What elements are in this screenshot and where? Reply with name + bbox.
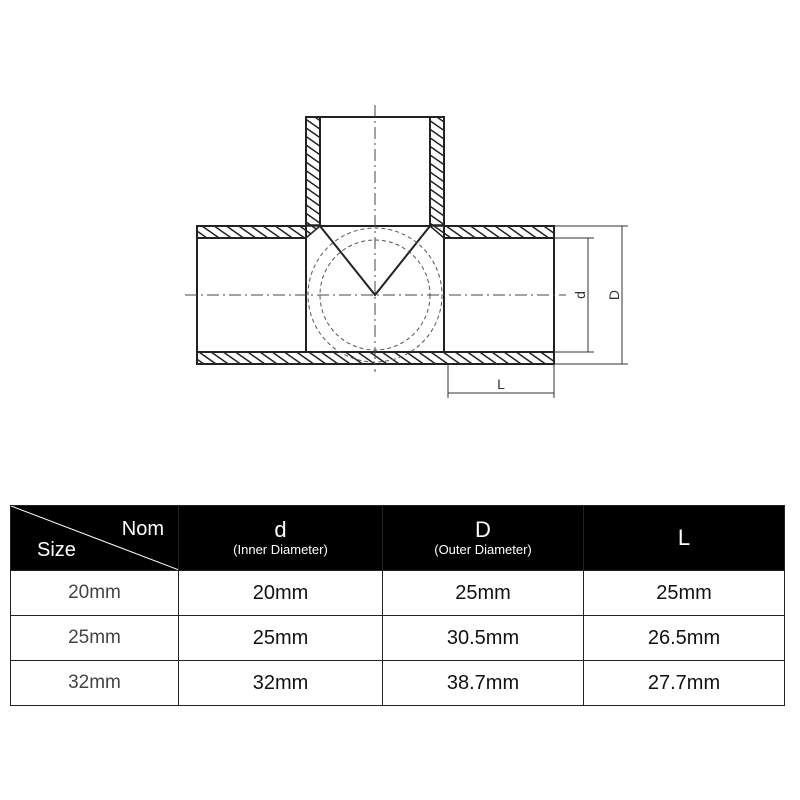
length-cell: 25mm	[584, 571, 785, 616]
size-label: Size	[37, 539, 76, 561]
d-dimension-label: d	[572, 291, 588, 299]
length-cell: 27.7mm	[584, 661, 785, 706]
table-header-row	[11, 506, 785, 571]
header-L	[584, 506, 785, 571]
D-dimension-label: D	[606, 289, 622, 301]
header-L-main: L	[677, 525, 691, 550]
header-D-sub: (Outer Diameter)	[434, 542, 532, 557]
length-cell: 26.5mm	[584, 616, 785, 661]
outer-diameter-cell: 38.7mm	[383, 661, 584, 706]
inner-diameter-cell: 20mm	[179, 571, 383, 616]
header-D	[383, 506, 584, 571]
outer-diameter-cell: 30.5mm	[383, 616, 584, 661]
header-d-main: d	[274, 517, 287, 542]
header-D-main: D	[475, 517, 491, 542]
header-d	[179, 506, 383, 571]
inner-diameter-cell: 32mm	[179, 661, 383, 706]
corner-header-cell	[11, 506, 179, 571]
size-cell: 20mm	[11, 571, 179, 616]
size-cell: 25mm	[11, 616, 179, 661]
table-row	[11, 571, 785, 616]
inner-diameter-cell: 25mm	[179, 616, 383, 661]
dimension-lines	[448, 226, 628, 398]
outer-diameter-cell: 25mm	[383, 571, 584, 616]
header-d-sub: (Inner Diameter)	[233, 542, 328, 557]
table-row	[11, 661, 785, 706]
spec-table	[10, 505, 785, 706]
nom-label: Nom	[121, 518, 164, 540]
L-dimension-label: L	[497, 376, 505, 392]
table-row	[11, 616, 785, 661]
size-cell: 32mm	[11, 661, 179, 706]
